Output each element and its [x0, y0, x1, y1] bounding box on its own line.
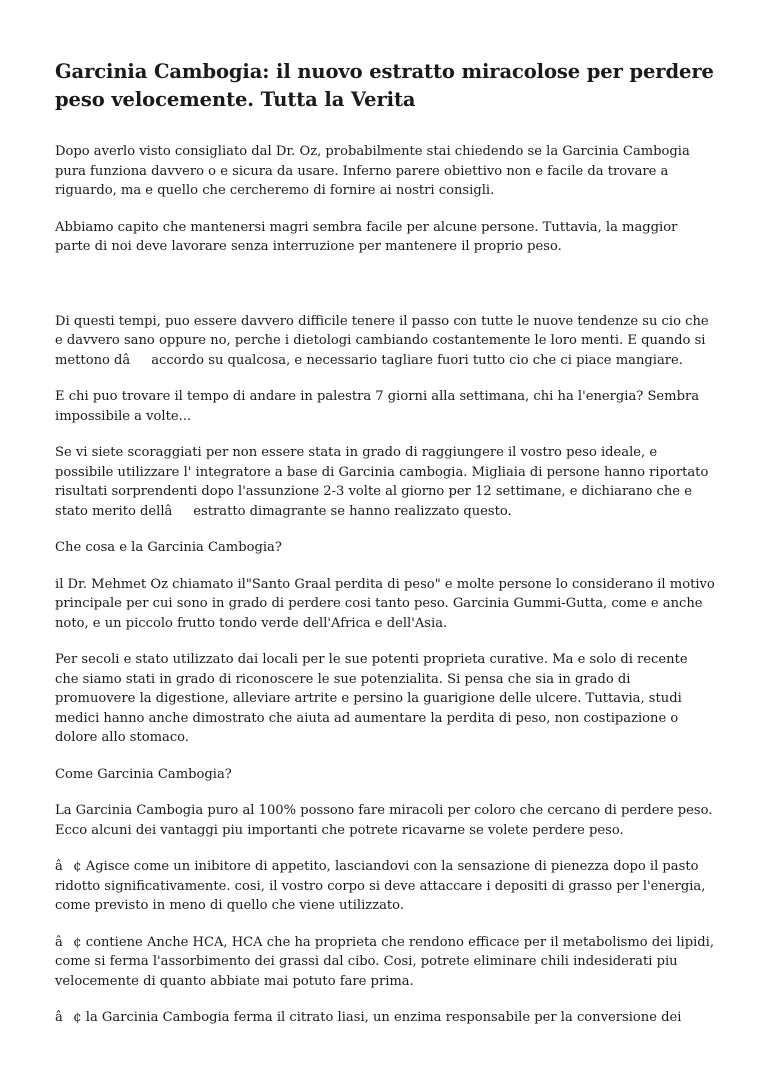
paragraph-dr-oz: il Dr. Mehmet Oz chiamato il"Santo Graal perdita di peso" e molte persone lo considerano il motivo principale per cui sono in grado di perdere cosi tanto peso. Garcinia Gummi-Gutta, come e anche noto, e un piccolo frutto tondo verde dell'Africa e dell'Asia. [55, 576, 715, 631]
paragraph-intro: Dopo averlo visto consigliato dal Dr. Oz, probabilmente stai chiedendo se la Garcinia Cambogia pura funziona davvero o e sicura da usare. Inferno parere obiettivo non e facile da trovare a riguardo, ma e quello che cercheremo di fornire ai nostri consigli. [55, 144, 690, 198]
paragraph-discouraged: Se vi siete scoraggiati per non essere stata in grado di raggiungere il vostro peso ideale, e possibile utilizzare l' integratore a base di Garcinia cambogia. Migliaia di persone hanno riportato risultati sorprendenti dopo l'assunzione 2-3 volte al giorno per 12 settimane, e dichiarano che e stato merito dellâestratto dimagrante se hanno realizzato questo. [55, 445, 709, 519]
document-title: Garcinia Cambogia: il nuovo estratto miracolose per perdere peso velocemente. Tutta la Verita [55, 60, 714, 111]
paragraph-pure-100: La Garcinia Cambogia puro al 100% possono fare miracoli per coloro che cercano di perdere peso. Ecco alcuni dei vantaggi piu importanti che potrete ricavarne se volete perdere peso. [55, 803, 713, 838]
blank-gap [55, 274, 715, 312]
bullet-citrate-lyase: â¢ la Garcinia Cambogia ferma il citrato liasi, un enzima responsabile per la conversione dei [55, 1010, 682, 1025]
document-page [55, 58, 715, 1045]
paragraph-gym: E chi puo trovare il tempo di andare in palestra 7 giorni alla settimana, chi ha l'energia? Sembra impossibile a volte... [55, 389, 700, 424]
paragraph-trends: Di questi tempi, puo essere davvero difficile tenere il passo con tutte le nuove tendenze su cio che e davvero sano oppure no, perche i dietologi cambiando costantemente le loro menti. E quando si mettono dâaccordo su qualcosa, e necessario tagliare fuori tutto cio che ci piace mangiare. [55, 313, 709, 368]
paragraph-centuries: Per secoli e stato utilizzato dai locali per le sue potenti proprieta curative. Ma e solo di recente che siamo stati in grado di riconoscere le sue potenzialita. Si pensa che sia in grado di promuovere la digestione, alleviare artrite e persino la guarigione delle ulcere. Tuttavia, studi medici hanno anche dimostrato che aiuta ad aumentare la perdita di peso, non costipazione o dolore allo stomaco. [55, 652, 688, 745]
bullet-hca: â¢ contiene Anche HCA, HCA che ha proprieta che rendono efficace per il metabolismo dei lipidi, come si ferma l'assorbimento dei grassi dal cibo. Cosi, potrete eliminare chili indesiderati piu velocemente di quanto abbiate mai potuto fare prima. [55, 934, 714, 989]
paragraph-staying-thin: Abbiamo capito che mantenersi magri sembra facile per alcune persone. Tuttavia, la maggior parte di noi deve lavorare senza interruzione per mantenere il proprio peso. [55, 219, 678, 254]
paragraph-heading-how: Come Garcinia Cambogia? [55, 766, 232, 782]
bullet-appetite: â¢ Agisce come un inibitore di appetito, lasciandovi con la sensazione di pienezza dopo il pasto ridotto significativamente. cosi, il vostro corpo si deve attaccare i depositi di grasso per l'energia, come previsto in meno di quello che viene utilizzato. [55, 859, 706, 913]
paragraph-heading-what-is: Che cosa e la Garcinia Cambogia? [55, 540, 282, 555]
